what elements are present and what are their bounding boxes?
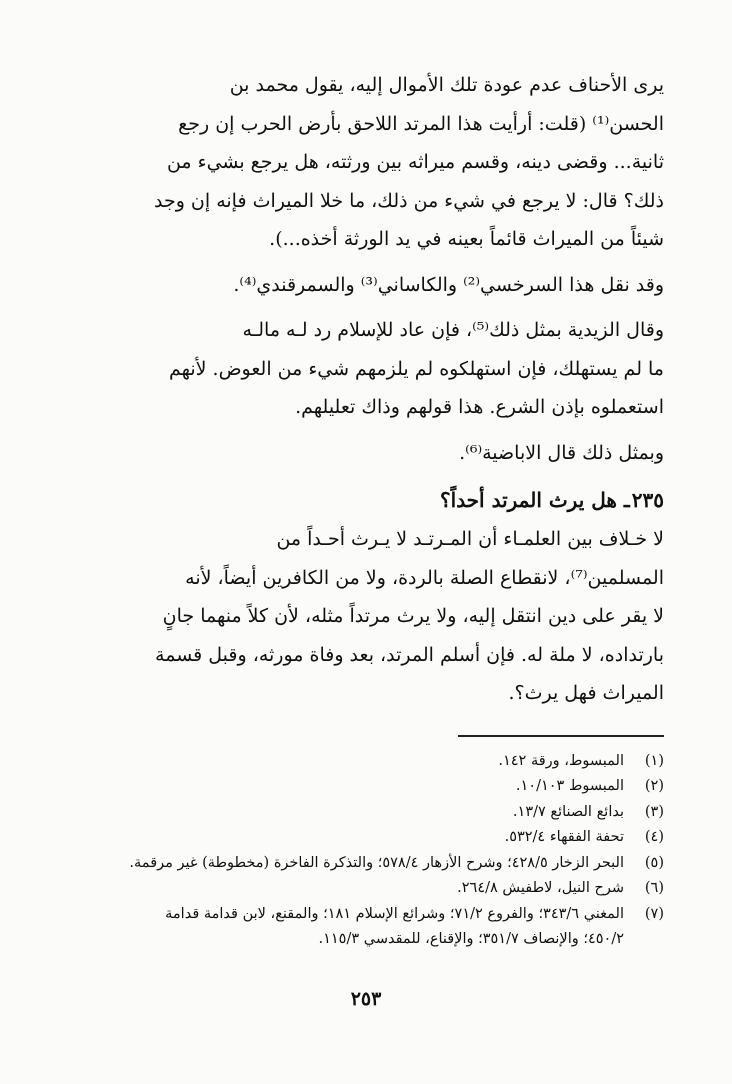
section-title: هل يرث المرتد أحداً؟ bbox=[440, 488, 617, 512]
footnote-number: (٤) bbox=[644, 829, 664, 845]
footnote bbox=[66, 774, 664, 800]
footnote-text: بدائع الصنائع ١٣/٧. bbox=[512, 803, 624, 820]
footnote-number: (٧) bbox=[644, 905, 664, 922]
page-number: ٢٥٣ bbox=[350, 988, 382, 1010]
footnote bbox=[66, 876, 664, 902]
footnote bbox=[66, 851, 664, 877]
footnote bbox=[66, 800, 664, 826]
footnote-text: البحر الزخار ٤٢٨/٥؛ وشرح الأزهار ٥٧٨/٤؛ والتذكرة الفاخرة (مخطوطة) غير مرقمة. bbox=[129, 854, 624, 871]
text-line: ما لم يستهلك، فإن استهلكوه لم يلزمهم شيء من العوض. لأنهم bbox=[168, 357, 664, 380]
text-line: ذلك؟ قال: لا يرجع في شيء من ذلك، ما خلا الميراث فإنه إن وجد bbox=[153, 189, 664, 212]
text-line: شيئاً من الميراث قائماً بعينه في يد الورثة أخذه...). bbox=[269, 228, 664, 250]
paragraph-zaydi-view bbox=[66, 311, 664, 427]
footnote-text: شرح النيل، لاطفيش ٢٦٤/٨. bbox=[457, 880, 624, 896]
text-line: الميراث فهل يرث؟. bbox=[508, 682, 664, 704]
paragraph-transmitters bbox=[66, 266, 664, 305]
paragraph-inheritance-ruling bbox=[66, 520, 664, 713]
footnote-text: المبسوط، ورقة ١٤٢. bbox=[498, 752, 624, 769]
footnote bbox=[66, 749, 664, 775]
page-body bbox=[66, 66, 664, 953]
text-line: وبمثل ذلك قال الاباضية⁽⁶⁾. bbox=[459, 441, 664, 464]
footnote-text: ٤٥٠/٢؛ والإنصاف ٣٥١/٧؛ والإقناع، للمقدسي ١١٥/٣. bbox=[318, 931, 624, 947]
section-heading bbox=[66, 480, 664, 520]
section-number: ٢٣٥ bbox=[631, 488, 664, 512]
footnote-number: (٥) bbox=[644, 854, 664, 871]
footnote-number: (٣) bbox=[644, 803, 664, 820]
paragraph-hanafi-view bbox=[66, 66, 664, 259]
text-line: لا خـلاف بين العلمـاء أن المـرتـد لا يـرث أحـداً من bbox=[276, 528, 664, 550]
text-line: يرى الأحناف عدم عودة تلك الأموال إليه، يقول محمد بن bbox=[229, 74, 664, 96]
text-line: ثانية... وقضى دينه، وقسم ميراثه بين ورثته، هل يرجع بشيء من bbox=[166, 151, 664, 173]
text-line: الحسن⁽¹⁾ (قلت: أرأيت هذا المرتد اللاحق بأرض الحرب إن رجع bbox=[178, 112, 664, 135]
footnote-text: تحفة الفقهاء ٥٣٢/٤. bbox=[504, 829, 624, 845]
footnote-divider bbox=[458, 735, 664, 737]
text-line: وقد نقل هذا السرخسي⁽²⁾ والكاساني⁽³⁾ والسمرقندي⁽⁴⁾. bbox=[233, 273, 664, 296]
text-line: المسلمين⁽⁷⁾، لانقطاع الصلة بالردة، ولا من الكافرين أيضاً، لأنه bbox=[185, 566, 664, 589]
footnote-text: المغني ٣٤٣/٦؛ والفروع ٧١/٢؛ وشرائع الإسلام ١٨١؛ والمقنع، لابن قدامة قدامة bbox=[165, 905, 624, 922]
footnote-number: (١) bbox=[644, 752, 664, 769]
text-line: بارتداده، لا ملة له. فإن أسلم المرتد، بعد وفاة مورثه، وقبل قسمة bbox=[155, 643, 664, 666]
footnote-continuation bbox=[66, 927, 664, 953]
text-line: وقال الزيدية بمثل ذلك⁽⁵⁾، فإن عاد للإسلام رد لـه مالـه bbox=[242, 319, 664, 341]
text-line: لا يقر على دين انتقل إليه، ولا يرث مرتداً مثله، لأن كلاً منهما جانٍ bbox=[162, 605, 664, 627]
footnote-number: (٦) bbox=[644, 880, 664, 896]
footnotes bbox=[66, 749, 664, 953]
footnote-text: المبسوط ١٠/١٠٣. bbox=[515, 778, 624, 794]
footnote bbox=[66, 825, 664, 851]
text-line: استعملوه بإذن الشرع. هذا قولهم وذاك تعليلهم. bbox=[295, 396, 664, 418]
section-dash: ـ bbox=[623, 488, 630, 512]
paragraph-ibadi-view bbox=[66, 434, 664, 473]
footnote bbox=[66, 902, 664, 928]
footnote-number: (٢) bbox=[644, 778, 664, 794]
